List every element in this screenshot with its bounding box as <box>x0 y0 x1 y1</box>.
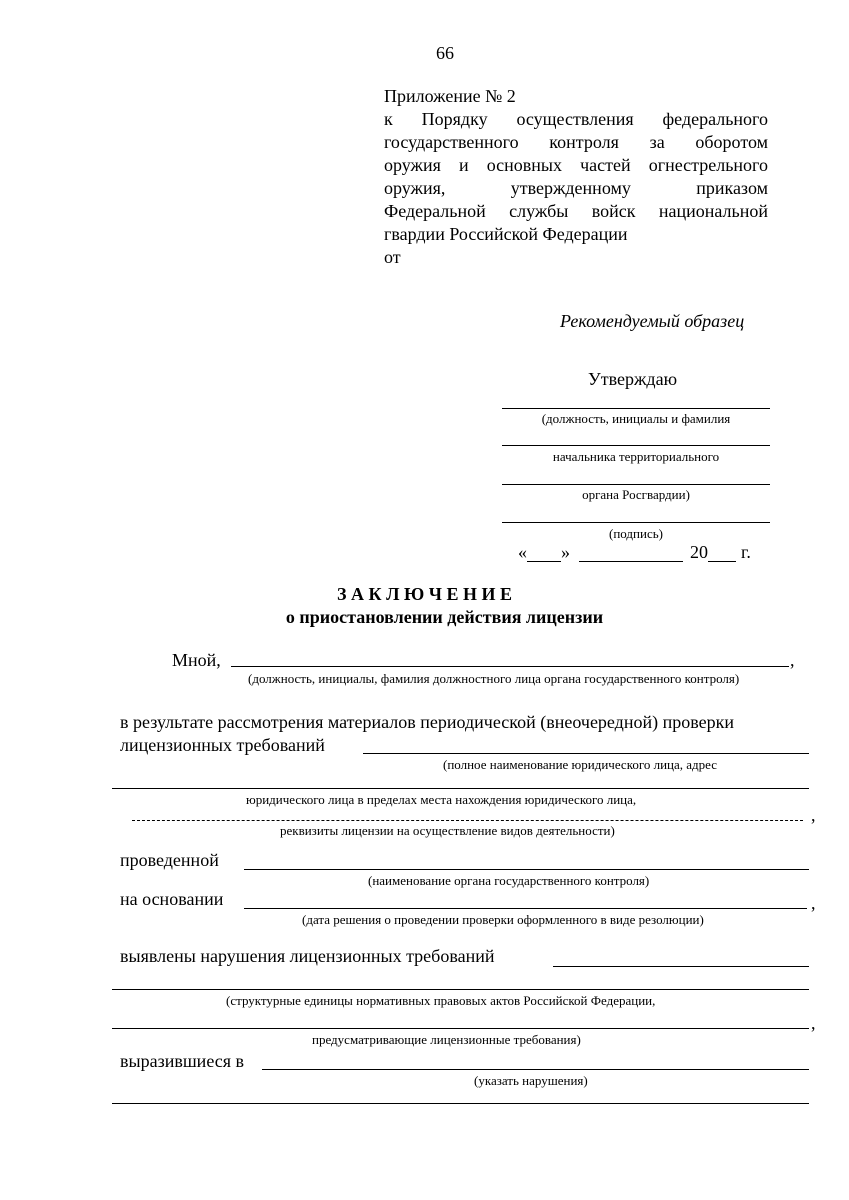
date-close-quote: » <box>561 542 570 562</box>
expressed-label: выразившиеся в <box>120 1051 245 1071</box>
expressed-line-2[interactable] <box>112 1103 809 1104</box>
caption-decision: (дата решения о проведении проверки оформленного в виде резолюции) <box>302 912 704 927</box>
decision-comma: , <box>811 893 816 913</box>
signature-caption: (подпись) <box>609 526 663 541</box>
document-subtitle: о приостановлении действия лицензии <box>285 607 604 627</box>
legal-entity-line-2[interactable] <box>112 788 809 789</box>
signature-line[interactable] <box>502 522 770 523</box>
caption-authority: (наименование органа государственного контроля) <box>368 873 650 888</box>
caption-full-name: (полное наименование юридического лица, адрес <box>443 757 718 772</box>
basis-label: на основании <box>120 889 224 909</box>
approve-caption-2: начальника территориального <box>552 449 720 464</box>
official-line[interactable] <box>231 666 789 667</box>
violations-line-1[interactable] <box>553 966 809 967</box>
appendix-title: Приложение № 2 <box>384 86 516 106</box>
official-caption: (должность, инициалы, фамилия должностного лица органа государственного контроля) <box>248 671 740 686</box>
date-suffix: г. <box>741 542 751 562</box>
result-line: в результате рассмотрения материалов периодической (внеочередной) проверки <box>120 712 734 732</box>
license-requirements-label: лицензионных требований <box>120 735 325 755</box>
legal-entity-line-1[interactable] <box>363 753 809 754</box>
date-month-line[interactable] <box>579 561 683 562</box>
caption-indicate: (указать нарушения) <box>474 1073 588 1088</box>
date-day-line[interactable] <box>527 561 561 562</box>
document-title: З А К Л Ю Ч Е Н И Е <box>337 584 512 604</box>
appendix-line-2: государственного контроля за оборотом <box>384 132 768 152</box>
date-open-quote: « <box>518 542 527 562</box>
approve-caption-1: (должность, инициалы и фамилия <box>541 411 731 426</box>
caption-providing: предусматривающие лицензионные требования) <box>312 1032 581 1047</box>
appendix-line-5: Федеральной службы войск национальной <box>384 201 768 221</box>
decision-line[interactable] <box>244 908 807 909</box>
legal-entity-comma: , <box>811 805 816 825</box>
date-year-line[interactable] <box>708 561 736 562</box>
legal-entity-line-3[interactable] <box>132 820 803 821</box>
appendix-line-6: гвардии Российской Федерации <box>384 224 628 244</box>
conducted-label: проведенной <box>120 850 219 870</box>
violations-label: выявлены нарушения лицензионных требований <box>120 946 495 966</box>
violations-line-3[interactable] <box>112 1028 809 1029</box>
caption-location: юридического лица в пределах места нахождения юридического лица, <box>246 792 637 807</box>
appendix-line-1: к Порядку осуществления федерального <box>384 109 768 129</box>
appendix-line-3: оружия и основных частей огнестрельного <box>384 155 768 175</box>
recommended-sample: Рекомендуемый образец <box>560 311 745 331</box>
by-me-label: Мной, <box>172 650 221 670</box>
violations-line-2[interactable] <box>112 989 809 990</box>
caption-requisites: реквизиты лицензии на осуществление видов деятельности) <box>280 823 615 838</box>
approve-title: Утверждаю <box>588 369 678 389</box>
authority-line[interactable] <box>244 869 809 870</box>
page-number: 66 <box>436 43 454 63</box>
appendix-from: от <box>384 247 401 267</box>
approve-line-1[interactable] <box>502 408 770 409</box>
violations-comma: , <box>811 1013 816 1033</box>
approve-line-2[interactable] <box>502 445 770 446</box>
date-year-prefix: 20 <box>690 542 708 562</box>
appendix-line-4: оружия, утвержденному приказом <box>384 178 768 198</box>
official-comma: , <box>790 650 795 670</box>
expressed-line-1[interactable] <box>262 1069 809 1070</box>
caption-units: (структурные единицы нормативных правовых актов Российской Федерации, <box>226 993 656 1008</box>
approve-line-3[interactable] <box>502 484 770 485</box>
approve-caption-3: органа Росгвардии) <box>582 487 690 502</box>
